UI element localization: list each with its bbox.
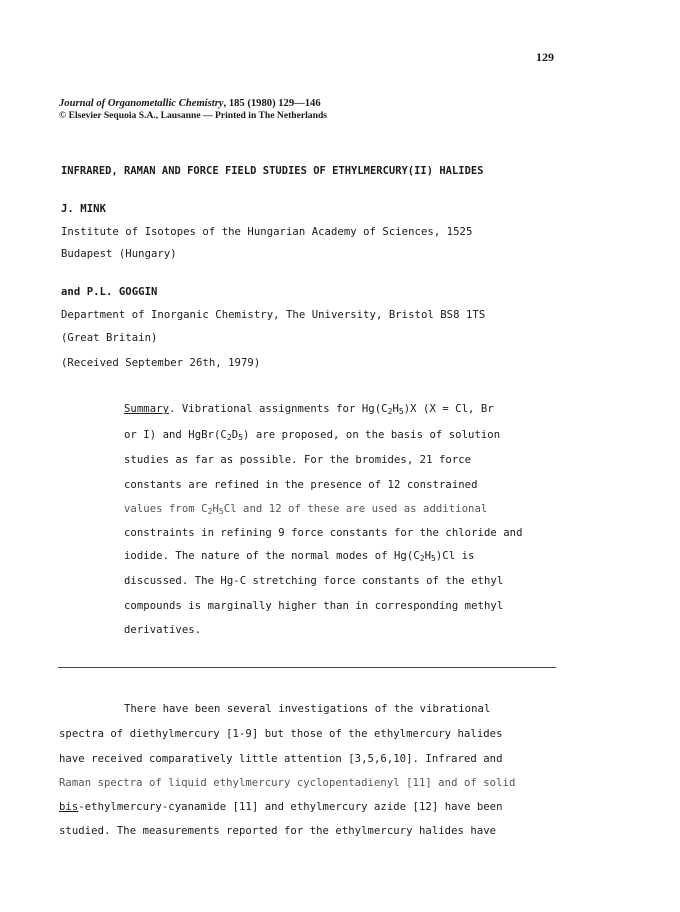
section-divider	[58, 667, 556, 668]
affiliation-2-line-2: (Great Britain)	[61, 332, 158, 344]
affiliation-1-line-1: Institute of Isotopes of the Hungarian Academy of Sciences, 1525	[61, 226, 473, 238]
summary-line-8: discussed. The Hg-C stretching force constants of the ethyl	[124, 575, 504, 587]
received-date: (Received September 26th, 1979)	[61, 357, 261, 369]
summary-heading: Summary	[124, 403, 169, 415]
affiliation-1-line-2: Budapest (Hungary)	[61, 248, 177, 260]
copyright-line: © Elsevier Sequoia S.A., Lausanne — Printed in The Netherlands	[59, 110, 328, 121]
summary-line-6: constraints in refining 9 force constants for the chloride and	[124, 527, 523, 539]
summary-line-5: values from $C_2H_5Cl$ and 12 of these are used as additional	[124, 503, 488, 516]
journal-name: Journal of Organometallic Chemistry	[59, 98, 224, 109]
page-number: 129	[536, 50, 554, 64]
body-line-1: There have been several investigations of the vibrational	[124, 703, 491, 715]
summary-line-9: compounds is marginally higher than in corresponding methyl	[124, 600, 504, 612]
summary-line-10: derivatives.	[124, 624, 202, 636]
summary-line-1: Summary. Vibrational assignments for $Hg(C_2H_5)X$ (X = Cl, Br	[124, 403, 494, 416]
author-1: J. MINK	[61, 203, 106, 215]
summary-line-4: constants are refined in the presence of 12 constrained	[124, 479, 478, 491]
body-line-3: have received comparatively little attention [3,5,6,10]. Infrared and	[59, 753, 503, 765]
body-line-5: bis-ethylmercury-cyanamide [11] and ethylmercury azide [12] have been	[59, 801, 503, 813]
summary-line-2: or I) and $HgBr(C_2D_5)$ are proposed, on the basis of solution	[124, 429, 501, 442]
journal-citation	[59, 98, 321, 109]
body-line-6: studied. The measurements reported for the ethylmercury halides have	[59, 825, 497, 837]
affiliation-2-line-1: Department of Inorganic Chemistry, The University, Bristol BS8 1TS	[61, 309, 486, 321]
summary-line-3: studies as far as possible. For the bromides, 21 force	[124, 454, 472, 466]
summary-line-7: iodide. The nature of the normal modes of $Hg(C_2H_5)Cl$ is	[124, 550, 475, 563]
journal-volume-pages: , 185 (1980) 129—146	[223, 98, 321, 109]
body-line-2: spectra of diethylmercury [1-9] but those of the ethylmercury halides	[59, 728, 503, 740]
author-2: and P.L. GOGGIN	[61, 286, 158, 298]
body-line-4: Raman spectra of liquid ethylmercury cyclopentadienyl [11] and of solid	[59, 777, 516, 789]
paper-title: INFRARED, RAMAN AND FORCE FIELD STUDIES OF ETHYLMERCURY(II) HALIDES	[61, 165, 484, 177]
